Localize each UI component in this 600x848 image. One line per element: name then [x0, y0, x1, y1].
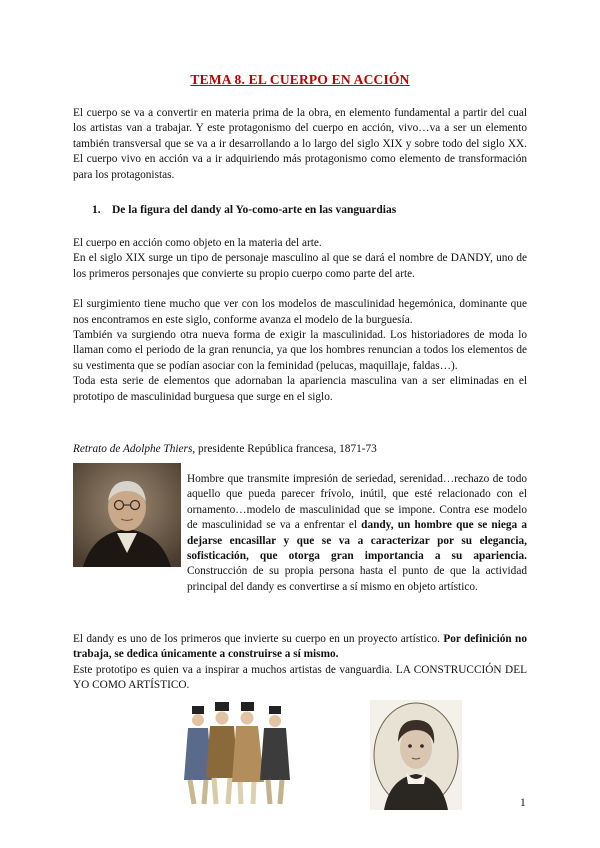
closing-block	[73, 632, 527, 694]
closing-paragraph	[73, 632, 527, 663]
portrait-caption	[73, 443, 527, 455]
paragraph-2: En el siglo XIX surge un tipo de personaje masculino al que se dará el nombre de DANDY, uno de los primeros personajes que convierte su propio cuerpo como parte del arte.	[73, 252, 527, 280]
page-title: TEMA 8. EL CUERPO EN ACCIÓN	[190, 72, 410, 87]
intro-text: El cuerpo se va a convertir en materia prima de la obra, en elemento fundamental a partir del cual los artistas van a trabajar. Y este protagonismo del cuerpo en acción, vivo…va a ser un elemento también transversal que se va a ir desarrollando a lo largo del siglo XIX y sobre todo del siglo XX. El cuerpo vivo en acción va a ir adquiriendo más protagonismo como elemento de transformación para los protagonistas.	[73, 107, 527, 181]
paragraph-1: El cuerpo en acción como objeto en la materia del arte.	[73, 237, 322, 249]
closing-normal: El dandy es uno de los primeros que invierte su cuerpo en un proyecto artístico.	[73, 633, 444, 645]
closing-bold: Por definición no trabaja, se dedica únicamente a construirse a sí mismo.	[73, 633, 527, 661]
caption-italic: Retrato de Adolphe Thiers,	[73, 443, 196, 455]
portrait-side-text	[187, 472, 527, 595]
paragraph-3: El surgimiento tiene mucho que ver con los modelos de masculinidad hegemónica, dominante que nos encontramos en este siglo, conforme avanza el modelo de la burguesía.	[73, 298, 527, 326]
paragraph-4: También va surgiendo otra nueva forma de exigir la masculinidad. Los historiadores de moda lo llaman como el periodo de la gran renuncia, ya que los hombres renuncian a todos los elementos de su vestimenta que se podían asociar con la feminidad (pelucas, maquillaje, faldas…).	[73, 329, 527, 372]
side-text-bold: dandy, un hombre que se niega a dejarse encasillar y que se va a caracterizar por su elegancia, sofisticación, que otorga gran importancia a su apariencia.	[187, 519, 527, 563]
paragraph-5: Toda esta serie de elementos que adornaban la apariencia masculina van a ser eliminadas en el prototipo de masculinidad burguesa que surge en el siglo.	[73, 375, 527, 403]
section-heading	[92, 204, 532, 216]
thiers-portrait-image	[73, 463, 181, 567]
intro-paragraph	[73, 106, 527, 183]
caption-rest: presidente República francesa, 1871-73	[195, 443, 377, 455]
page-number: 1	[520, 797, 526, 809]
dandy-engraving-portrait	[370, 700, 462, 810]
side-text-part-1: Hombre que transmite impresión de seriedad, serenidad…rechazo de todo aquello que pueda parecer frívolo, inútil, que esté relacionado con el ornamento…modelo de masculinidad que se impone. Contra ese modelo de masculinidad se va a enfrentar el	[187, 473, 527, 532]
closing-last: Este prototipo es quien va a inspirar a muchos artistas de vanguardia. LA CONSTRUCCIÓN DEL YO COMO ARTÍSTICO.	[73, 663, 527, 692]
dandies-illustration	[178, 700, 300, 810]
body-text-block	[73, 236, 527, 405]
section-heading-text: De la figura del dandy al Yo-como-arte en las vanguardias	[112, 204, 397, 216]
section-number: 1.	[92, 204, 101, 216]
side-text-part-2: Construcción de su propia persona hasta el punto de que la actividad principal del dandy es convertirse a sí mismo en objeto artístico.	[187, 565, 527, 593]
